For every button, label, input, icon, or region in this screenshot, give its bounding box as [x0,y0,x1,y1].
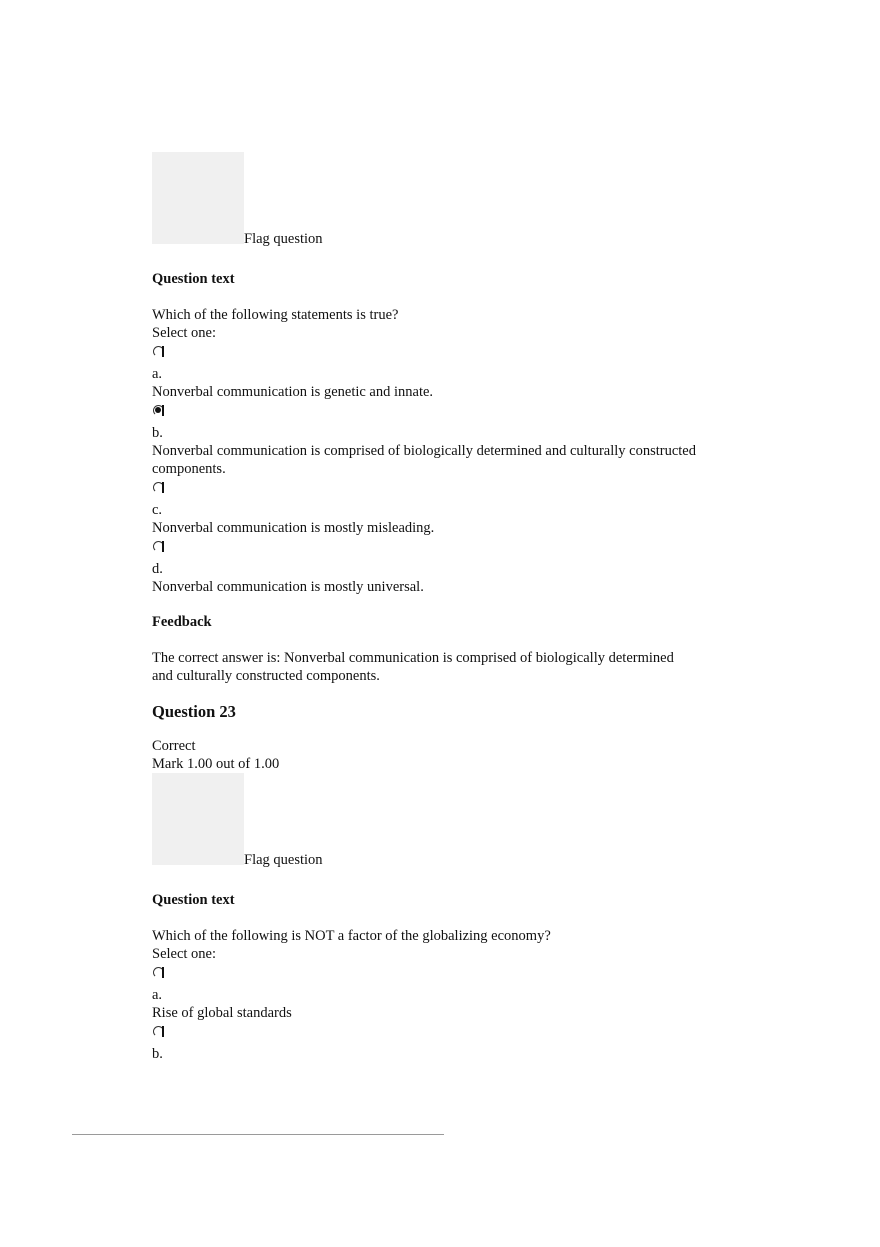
footer-divider [72,1134,444,1135]
option-text: Nonverbal communication is mostly universal. [152,579,424,595]
answer-option-b[interactable] [152,401,752,478]
q22-question-body [152,306,752,596]
answer-option-b[interactable] [152,1022,752,1063]
feedback-line: and culturally constructed components. [152,668,380,684]
question-text-heading: Question text [152,271,235,287]
radio-icon[interactable] [152,1025,165,1038]
question-prompt: Which of the following statements is true? [152,307,399,323]
answer-option-a[interactable] [152,342,752,401]
option-text: Nonverbal communication is comprised of biologically determined and culturally constructed [152,443,696,459]
option-text-continued: components. [152,461,226,477]
option-text: Nonverbal communication is mostly misleading. [152,520,435,536]
option-letter: c. [152,502,163,518]
select-one-label: Select one: [152,325,217,341]
question-mark: Mark 1.00 out of 1.00 [152,756,280,772]
flag-icon[interactable] [152,773,244,865]
radio-icon[interactable] [152,966,165,979]
select-one-label: Select one: [152,946,217,962]
flag-question-label[interactable]: Flag question [244,852,323,868]
quiz-review-page [152,152,752,1063]
question-info [152,737,752,773]
feedback-text [152,649,752,685]
option-letter: b. [152,425,163,441]
radio-checked-icon[interactable] [152,404,165,417]
question-heading: Question 23 [152,702,236,721]
question-status: Correct [152,738,196,754]
q22-flag-row[interactable] [152,152,752,247]
question-prompt: Which of the following is NOT a factor of the globalizing economy? [152,928,551,944]
answer-option-c[interactable] [152,478,752,537]
option-letter: a. [152,987,163,1003]
feedback-heading: Feedback [152,614,212,630]
option-text: Nonverbal communication is genetic and innate. [152,384,434,400]
radio-icon[interactable] [152,540,165,553]
answer-option-a[interactable] [152,963,752,1022]
flag-question-label[interactable]: Flag question [244,231,323,247]
option-text: Rise of global standards [152,1005,292,1021]
radio-icon[interactable] [152,345,165,358]
q23-flag-row[interactable] [152,773,752,868]
q23-question-body [152,927,752,1063]
radio-icon[interactable] [152,481,165,494]
option-letter: d. [152,561,163,577]
flag-icon[interactable] [152,152,244,244]
option-letter: a. [152,366,163,382]
feedback-line: The correct answer is: Nonverbal communication is comprised of biologically determined [152,650,674,666]
option-letter: b. [152,1046,163,1062]
answer-option-d[interactable] [152,537,752,596]
question-text-heading: Question text [152,892,235,908]
